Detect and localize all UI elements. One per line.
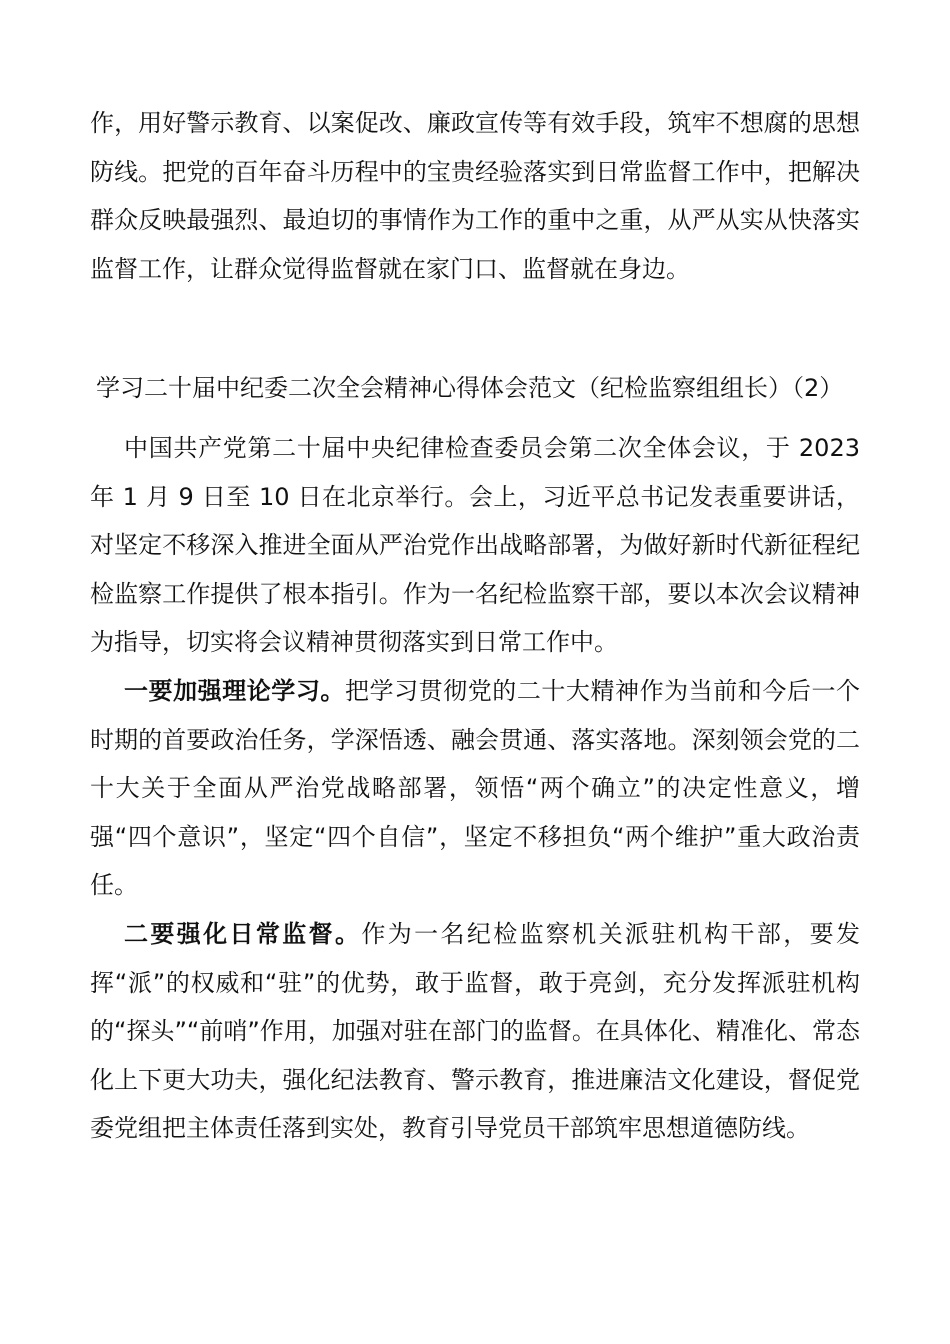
- point-one-lead: 一要加强理论学习。: [124, 677, 345, 705]
- point-two-body: 作为一名纪检监察机关派驻机构干部，要发挥“派”的权威和“驻”的优势，敢于监督，敢于亮剑，充分发挥派驻机构的“探头”“前哨”作用，加强对驻在部门的监督。在具体化、精准化、常态化上下更大功夫，强化纪法教育、警示教育，推进廉洁文化建设，督促党委党组把主体责任落到实处，教育引导党员干部筑牢思想道德防线。: [90, 920, 861, 1142]
- point-one-paragraph: [90, 667, 860, 910]
- continuation-paragraph: 作，用好警示教育、以案促改、廉政宣传等有效手段，筑牢不想腐的思想防线。把党的百年奋斗历程中的宝贵经验落实到日常监督工作中，把解决群众反映最强烈、最迫切的事情作为工作的重中之重，从严从实从快落实监督工作，让群众觉得监督就在家门口、监督就在身边。: [90, 109, 860, 283]
- intro-paragraph: 中国共产党第二十届中央纪律检查委员会第二次全体会议，于 2023 年 1 月 9 日至 10 日在北京举行。会上，习近平总书记发表重要讲话，对坚定不移深入推进全面从严治党作出战略部署，为做好新时代新征程纪检监察工作提供了根本指引。作为一名纪检监察干部，要以本次会议精神为指导，切实将会议精神贯彻落实到日常工作中。: [90, 434, 860, 656]
- point-two-lead: 二要强化日常监督。: [124, 920, 362, 948]
- point-one-body: 把学习贯彻党的二十大精神作为当前和今后一个时期的首要政治任务，学深悟透、融会贯通、落实落地。深刻领会党的二十大关于全面从严治党战略部署，领悟“两个确立”的决定性意义，增强“四个意识”，坚定“四个自信”，坚定不移担负“两个维护”重大政治责任。: [90, 677, 861, 899]
- point-two-paragraph: [90, 910, 860, 1153]
- section-title: 学习二十届中纪委二次全会精神心得体会范文（纪检监察组组长）（2）: [96, 374, 844, 402]
